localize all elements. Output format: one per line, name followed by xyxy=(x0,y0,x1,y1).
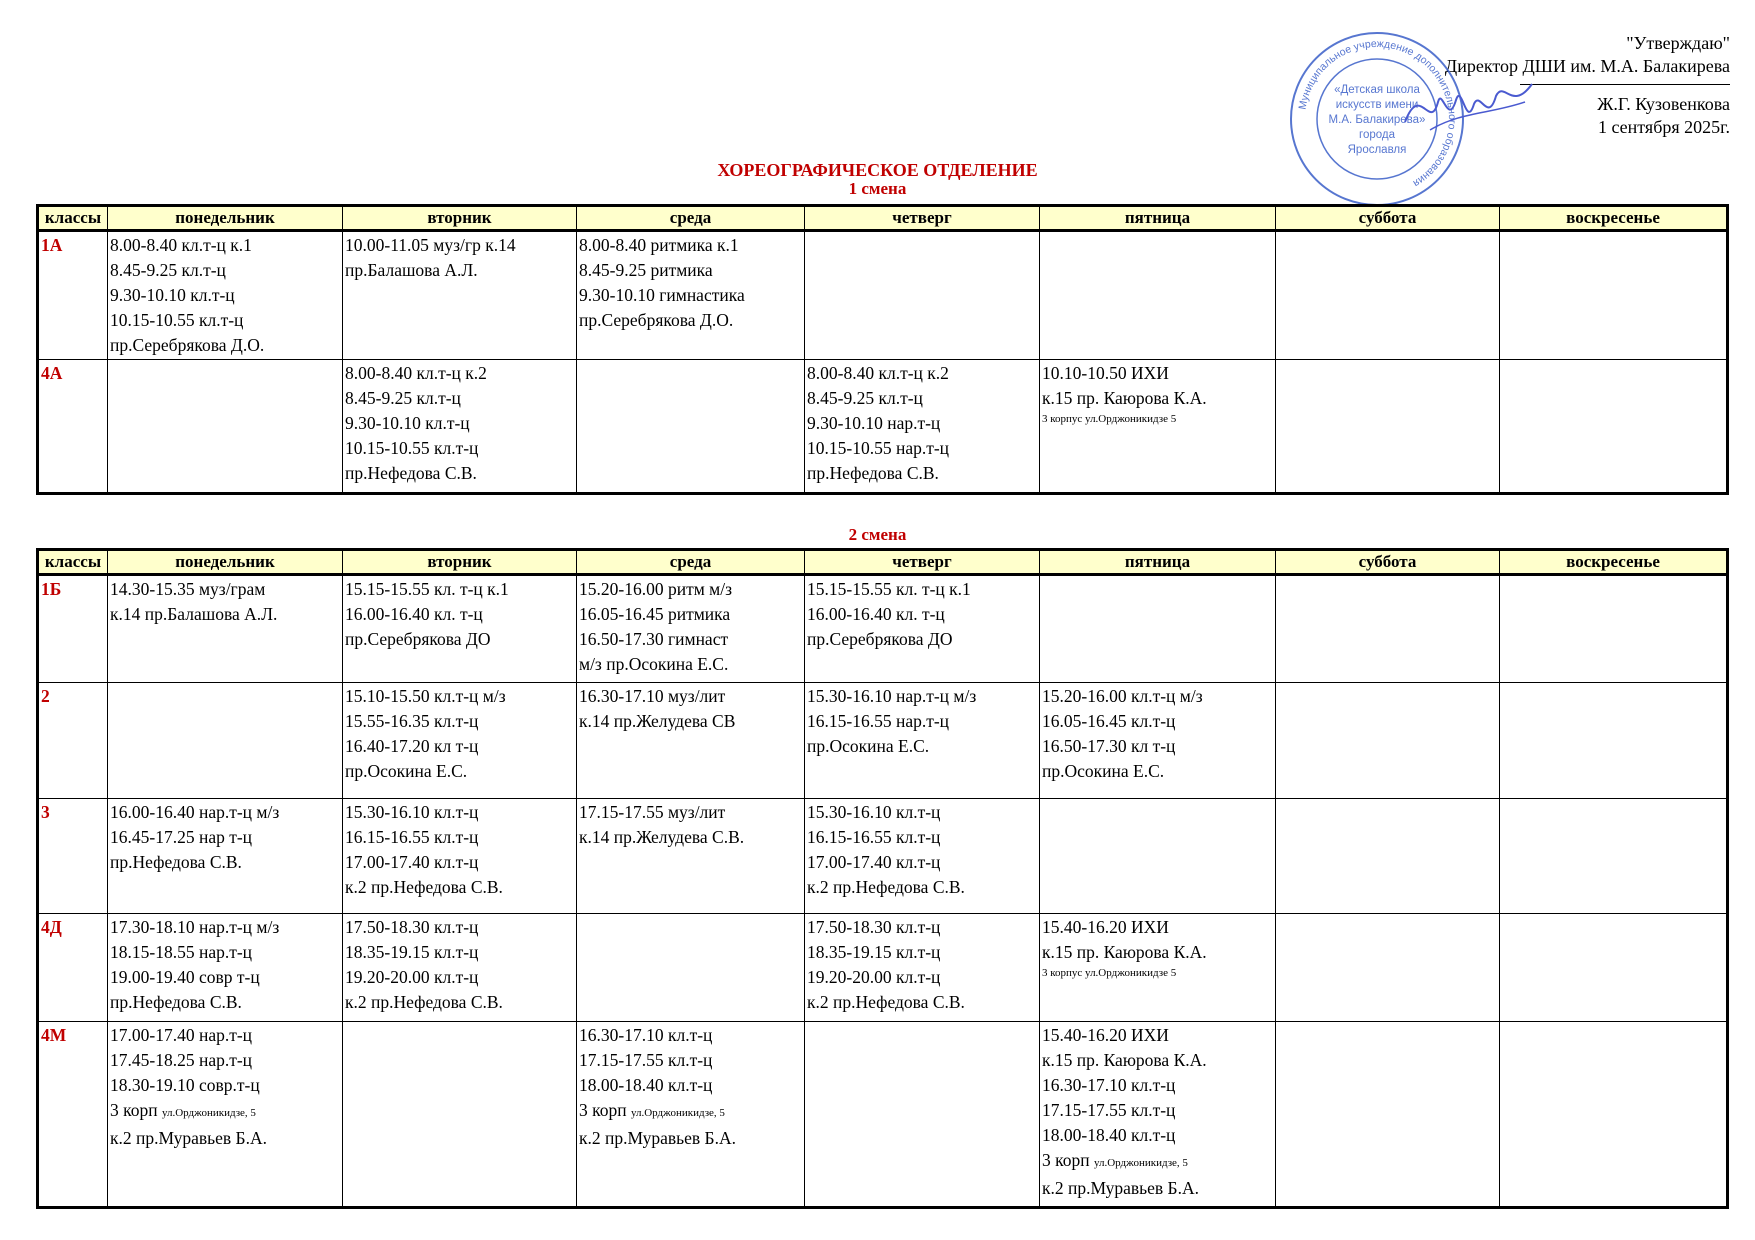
lesson-line: пр.Осокина Е.С. xyxy=(1042,761,1165,781)
schedule-cell xyxy=(1040,799,1276,914)
address-note: ул.Орджоникидзе, 5 xyxy=(630,1107,725,1119)
header-cell: среда xyxy=(577,550,805,575)
schedule-cell xyxy=(1500,799,1728,914)
lesson-line: 18.15-18.55 нар.т-ц xyxy=(110,942,253,962)
schedule-cell xyxy=(343,231,577,360)
header-cell: среда xyxy=(577,206,805,231)
lesson-line: 16.15-16.55 нар.т-ц xyxy=(807,711,950,731)
lesson-line: 18.00-18.40 кл.т-ц xyxy=(1042,1125,1176,1145)
lesson-line: 15.30-16.10 кл.т-ц xyxy=(807,802,941,822)
lesson-line: 10.15-10.55 нар.т-ц xyxy=(807,438,950,458)
lesson-line: пр.Нефедова С.В. xyxy=(110,852,242,872)
lesson-line: 17.30-18.10 нар.т-ц м/з xyxy=(110,917,280,937)
approval-date: 1 сентября 2025г. xyxy=(1597,117,1730,137)
schedule-cell xyxy=(1040,231,1276,360)
header-cell: суббота xyxy=(1276,206,1500,231)
lesson-line: 17.00-17.40 кл.т-ц xyxy=(345,852,479,872)
lesson-line: 16.00-16.40 нар.т-ц м/з xyxy=(110,802,280,822)
lesson-line: 15.15-15.55 кл. т-ц к.1 xyxy=(807,579,971,599)
schedule-cell xyxy=(577,1022,805,1208)
lesson-line: 16.30-17.10 кл.т-ц xyxy=(1042,1075,1176,1095)
lesson-line: к.2 пр.Муравьев Б.А. xyxy=(110,1128,267,1148)
lesson-line: 19.20-20.00 кл.т-ц xyxy=(345,967,479,987)
approval-line-2: Директор ДШИ им. М.А. Балакирева xyxy=(1444,56,1730,76)
schedule-cell xyxy=(1276,914,1500,1022)
lesson-line: 16.45-17.25 нар т-ц xyxy=(110,827,253,847)
schedule-cell xyxy=(805,683,1040,799)
lesson-line: 3 корпус ул.Орджоникидзе 5 xyxy=(1042,413,1177,425)
schedule-cell xyxy=(577,360,805,494)
class-name-cell: 3 xyxy=(38,799,108,914)
lesson-line: 8.45-9.25 кл.т-ц xyxy=(110,260,226,280)
lesson-line: к.2 пр.Нефедова С.В. xyxy=(807,992,965,1012)
lesson-line: 3 корп ул.Орджоникидзе, 5 xyxy=(110,1100,256,1120)
lesson-line: 14.30-15.35 муз/грам xyxy=(110,579,266,599)
lesson-line: 17.00-17.40 нар.т-ц xyxy=(110,1025,253,1045)
signature-scribble xyxy=(1400,72,1540,142)
schedule-cell xyxy=(1040,1022,1276,1208)
schedule-cell xyxy=(343,575,577,683)
lesson-line: пр.Нефедова С.В. xyxy=(807,463,939,483)
schedule-cell xyxy=(577,914,805,1022)
lesson-line: 16.40-17.20 кл т-ц xyxy=(345,736,479,756)
lesson-line: пр.Осокина Е.С. xyxy=(807,736,930,756)
svg-text:Муниципальное учреждение допол: Муниципальное учреждение дополнительного образования xyxy=(1296,37,1459,190)
lesson-line: пр.Серебрякова ДО xyxy=(807,629,953,649)
lesson-line: к.2 пр.Муравьев Б.А. xyxy=(1042,1178,1199,1198)
class-name-cell: 1А xyxy=(38,231,108,360)
schedule-cell xyxy=(577,683,805,799)
shift-1-title: 1 смена xyxy=(848,179,907,198)
lesson-line: пр.Нефедова С.В. xyxy=(345,463,477,483)
lesson-line: к.2 пр.Нефедова С.В. xyxy=(345,877,503,897)
lesson-line: к.2 пр.Нефедова С.В. xyxy=(345,992,503,1012)
lesson-line: 8.00-8.40 ритмика к.1 xyxy=(579,235,739,255)
schedule-cell xyxy=(108,683,343,799)
lesson-line: пр.Осокина Е.С. xyxy=(345,761,468,781)
stamp-line: Ярославля xyxy=(1347,144,1407,156)
lesson-line: 16.30-17.10 кл.т-ц xyxy=(579,1025,713,1045)
schedule-cell xyxy=(1500,575,1728,683)
header-cell: понедельник xyxy=(108,550,343,575)
lesson-line: 19.00-19.40 совр т-ц xyxy=(110,967,260,987)
schedule-row xyxy=(38,1022,1728,1208)
schedule-cell xyxy=(108,360,343,494)
lesson-line: 15.10-15.50 кл.т-ц м/з xyxy=(345,686,506,706)
lesson-line: к.14 пр.Желудева С.В. xyxy=(579,827,745,847)
lesson-line: пр.Серебрякова Д.О. xyxy=(110,335,265,355)
schedule-cell xyxy=(805,1022,1040,1208)
stamp-line: М.А. Балакирева» xyxy=(1328,114,1426,126)
lesson-line: 17.00-17.40 кл.т-ц xyxy=(807,852,941,872)
schedule-cell xyxy=(1276,575,1500,683)
schedule-cell xyxy=(1040,683,1276,799)
schedule-cell xyxy=(108,231,343,360)
lesson-line: 10.15-10.55 кл.т-ц xyxy=(345,438,479,458)
schedule-cell xyxy=(805,231,1040,360)
lesson-line: 8.00-8.40 кл.т-ц к.2 xyxy=(345,363,487,383)
class-name-cell: 4Д xyxy=(38,914,108,1022)
schedule-cell xyxy=(343,683,577,799)
schedule-cell xyxy=(1500,1022,1728,1208)
address-note: ул.Орджоникидзе, 5 xyxy=(1093,1157,1188,1169)
header-cell: пятница xyxy=(1040,206,1276,231)
lesson-line: 17.50-18.30 кл.т-ц xyxy=(345,917,479,937)
lesson-line: 10.00-11.05 муз/гр к.14 xyxy=(345,235,516,255)
schedule-cell xyxy=(108,575,343,683)
schedule-cell xyxy=(1276,360,1500,494)
header-row xyxy=(38,550,1728,575)
lesson-line: 18.35-19.15 кл.т-ц xyxy=(345,942,479,962)
lesson-line: 15.20-16.00 ритм м/з xyxy=(579,579,733,599)
header-cell: классы xyxy=(38,206,108,231)
lesson-line: 10.15-10.55 кл.т-ц xyxy=(110,310,244,330)
shift-2-title: 2 смена xyxy=(848,525,907,544)
lesson-line: 17.45-18.25 нар.т-ц xyxy=(110,1050,253,1070)
header-cell: понедельник xyxy=(108,206,343,231)
header-cell: пятница xyxy=(1040,550,1276,575)
lesson-line: 17.15-17.55 кл.т-ц xyxy=(1042,1100,1176,1120)
schedule-cell xyxy=(1276,799,1500,914)
signature-line xyxy=(1520,78,1730,85)
lesson-line: к.2 пр.Нефедова С.В. xyxy=(807,877,965,897)
class-name-cell: 1Б xyxy=(38,575,108,683)
header-cell: вторник xyxy=(343,550,577,575)
schedule-table-shift-2 xyxy=(36,548,1729,1209)
schedule-row xyxy=(38,799,1728,914)
lesson-line: м/з пр.Осокина Е.С. xyxy=(579,654,729,674)
schedule-cell xyxy=(343,1022,577,1208)
class-name-cell: 2 xyxy=(38,683,108,799)
schedule-cell xyxy=(577,575,805,683)
lesson-line: 18.30-19.10 совр.т-ц xyxy=(110,1075,260,1095)
schedule-cell xyxy=(805,914,1040,1022)
lesson-line: пр.Серебрякова Д.О. xyxy=(579,310,734,330)
schedule-cell xyxy=(108,1022,343,1208)
schedule-row xyxy=(38,360,1728,494)
lesson-line: 16.05-16.45 ритмика xyxy=(579,604,731,624)
header-cell: воскресенье xyxy=(1500,550,1728,575)
class-name-cell: 4А xyxy=(38,360,108,494)
schedule-cell xyxy=(805,799,1040,914)
lesson-line: 8.00-8.40 кл.т-ц к.2 xyxy=(807,363,949,383)
schedule-cell xyxy=(577,799,805,914)
schedule-cell xyxy=(805,360,1040,494)
schedule-cell xyxy=(343,799,577,914)
schedule-cell xyxy=(805,575,1040,683)
lesson-line: 16.50-17.30 гимнаст xyxy=(579,629,729,649)
header-cell: четверг xyxy=(805,550,1040,575)
approval-line-1: "Утверждаю" xyxy=(1626,33,1730,53)
lesson-line: 16.50-17.30 кл т-ц xyxy=(1042,736,1176,756)
lesson-line: 8.45-9.25 ритмика xyxy=(579,260,713,280)
header-cell: классы xyxy=(38,550,108,575)
schedule-cell xyxy=(1276,1022,1500,1208)
lesson-line: 17.15-17.55 муз/лит xyxy=(579,802,726,822)
lesson-line: 18.35-19.15 кл.т-ц xyxy=(807,942,941,962)
lesson-line: 16.05-16.45 кл.т-ц xyxy=(1042,711,1176,731)
stamp-line: города xyxy=(1359,129,1395,141)
lesson-line: 9.30-10.10 нар.т-ц xyxy=(807,413,941,433)
lesson-line: 15.40-16.20 ИХИ xyxy=(1042,917,1169,937)
lesson-line: 3 корп ул.Орджоникидзе, 5 xyxy=(579,1100,725,1120)
header-cell: суббота xyxy=(1276,550,1500,575)
lesson-line: к.15 пр. Каюрова К.А. xyxy=(1042,1050,1207,1070)
header-cell: вторник xyxy=(343,206,577,231)
lesson-line: 16.00-16.40 кл. т-ц xyxy=(807,604,945,624)
lesson-line: пр.Нефедова С.В. xyxy=(110,992,242,1012)
stamp-line: искусств имени xyxy=(1335,99,1419,111)
lesson-line: 16.15-16.55 кл.т-ц xyxy=(807,827,941,847)
approver-name: Ж.Г. Кузовенкова xyxy=(1597,94,1730,114)
lesson-line: 16.30-17.10 муз/лит xyxy=(579,686,726,706)
schedule-cell xyxy=(1040,575,1276,683)
schedule-cell xyxy=(1500,914,1728,1022)
schedule-cell xyxy=(1276,231,1500,360)
schedule-cell xyxy=(1276,683,1500,799)
schedule-cell xyxy=(1040,360,1276,494)
department-title: ХОРЕОГРАФИЧЕСКОЕ ОТДЕЛЕНИЕ xyxy=(717,160,1038,180)
lesson-line: 15.55-16.35 кл.т-ц xyxy=(345,711,479,731)
schedule-cell xyxy=(1040,914,1276,1022)
lesson-line: 15.15-15.55 кл. т-ц к.1 xyxy=(345,579,509,599)
stamp-line: «Детская школа xyxy=(1334,84,1420,96)
schedule-row xyxy=(38,683,1728,799)
lesson-line: 16.15-16.55 кл.т-ц xyxy=(345,827,479,847)
schedule-cell xyxy=(1500,360,1728,494)
header-row xyxy=(38,206,1728,231)
schedule-cell xyxy=(108,914,343,1022)
lesson-line: 9.30-10.10 кл.т-ц xyxy=(110,285,235,305)
schedule-row xyxy=(38,231,1728,360)
lesson-line: 3 корп ул.Орджоникидзе, 5 xyxy=(1042,1150,1188,1170)
lesson-line: 15.30-16.10 нар.т-ц м/з xyxy=(807,686,977,706)
header-cell: воскресенье xyxy=(1500,206,1728,231)
schedule-table-shift-1 xyxy=(36,204,1729,495)
schedule-cell xyxy=(343,360,577,494)
header-cell: четверг xyxy=(805,206,1040,231)
schedule-cell xyxy=(1500,231,1728,360)
lesson-line: 19.20-20.00 кл.т-ц xyxy=(807,967,941,987)
lesson-line: 15.40-16.20 ИХИ xyxy=(1042,1025,1169,1045)
schedule-cell xyxy=(108,799,343,914)
address-note: ул.Орджоникидзе, 5 xyxy=(161,1107,256,1119)
schedule-row xyxy=(38,575,1728,683)
schedule-row xyxy=(38,914,1728,1022)
lesson-line: к.15 пр. Каюрова К.А. xyxy=(1042,388,1207,408)
lesson-line: 3 корпус ул.Орджоникидзе 5 xyxy=(1042,967,1177,979)
lesson-line: к.14 пр.Балашова А.Л. xyxy=(110,604,278,624)
schedule-cell xyxy=(343,914,577,1022)
lesson-line: 16.00-16.40 кл. т-ц xyxy=(345,604,483,624)
lesson-line: 15.30-16.10 кл.т-ц xyxy=(345,802,479,822)
lesson-line: 9.30-10.10 гимнастика xyxy=(579,285,745,305)
lesson-line: 17.50-18.30 кл.т-ц xyxy=(807,917,941,937)
lesson-line: 8.45-9.25 кл.т-ц xyxy=(345,388,461,408)
lesson-line: 18.00-18.40 кл.т-ц xyxy=(579,1075,713,1095)
schedule-cell xyxy=(1500,683,1728,799)
lesson-line: 9.30-10.10 кл.т-ц xyxy=(345,413,470,433)
lesson-line: пр.Серебрякова ДО xyxy=(345,629,491,649)
lesson-line: 8.45-9.25 кл.т-ц xyxy=(807,388,923,408)
lesson-line: 15.20-16.00 кл.т-ц м/з xyxy=(1042,686,1203,706)
lesson-line: к.2 пр.Муравьев Б.А. xyxy=(579,1128,736,1148)
lesson-line: 17.15-17.55 кл.т-ц xyxy=(579,1050,713,1070)
lesson-line: 8.00-8.40 кл.т-ц к.1 xyxy=(110,235,252,255)
class-name-cell: 4М xyxy=(38,1022,108,1208)
lesson-line: 10.10-10.50 ИХИ xyxy=(1042,363,1169,383)
lesson-line: к.14 пр.Желудева СВ xyxy=(579,711,736,731)
lesson-line: пр.Балашова А.Л. xyxy=(345,260,478,280)
lesson-line: к.15 пр. Каюрова К.А. xyxy=(1042,942,1207,962)
schedule-cell xyxy=(577,231,805,360)
